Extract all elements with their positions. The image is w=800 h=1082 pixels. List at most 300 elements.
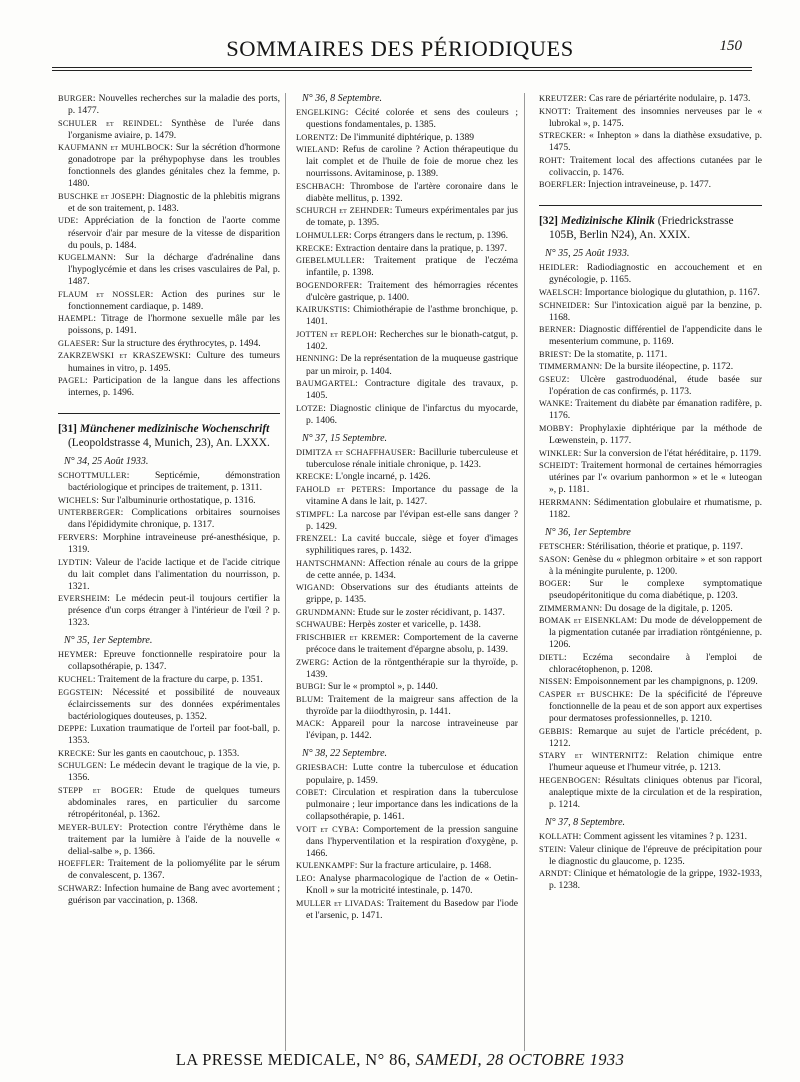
entry-text: : La narcose par l'évipan est-elle sans danger ? p. 1429. — [306, 508, 518, 532]
entry-text: : Affection rénale au cours de la grippe de cette année, p. 1434. — [306, 557, 518, 581]
summary-entry — [539, 615, 762, 651]
summary-entry — [539, 578, 762, 602]
page-title: SOMMAIRES DES PÉRIODIQUES — [226, 36, 574, 61]
entry-list — [539, 541, 762, 811]
summary-entry — [58, 313, 280, 337]
entry-text: : Sur la conversion de l'état héréditaire, p. 1179. — [578, 447, 762, 459]
entry-author: BUSCHKE et JOSEPH — [58, 191, 143, 201]
entry-author: KOLLATH — [539, 832, 579, 842]
entry-text: : Comment agissent les vitamines ? p. 1231. — [578, 831, 748, 843]
summary-entry — [58, 649, 280, 673]
summary-entry — [539, 652, 762, 676]
entry-author: WAELSCH — [539, 288, 580, 298]
entry-author: ENGELKING — [296, 108, 346, 118]
entry-author: KAIRUKSTIS — [296, 305, 348, 315]
summary-entry — [539, 324, 762, 348]
entry-author: BOMAK et EISENKLAM — [539, 616, 635, 626]
summary-entry — [58, 883, 280, 907]
summary-entry — [539, 398, 762, 422]
entry-list — [58, 93, 280, 399]
entry-text: : Le médecin peut-il toujours certifier la présence d'un corps étranger à l'intérieur de l'œil ? p. 1323. — [68, 593, 280, 629]
entry-text: : Traitement des hémorragies récentes d'ulcère gastrique, p. 1400. — [306, 279, 518, 303]
entry-text: : « Inhepton » dans la diathèse exsudative, p. 1475. — [549, 130, 762, 154]
summary-entry — [539, 689, 762, 725]
entry-text: : Traitement du diabète par émanation radifère, p. 1176. — [549, 398, 762, 422]
entry-text: : Bacillurie tuberculeuse et tuberculose rénale initiale chronique, p. 1423. — [306, 446, 518, 470]
entry-text: : Comportement de la pression sanguine dans l'hyperventilation et la respiration d'oxygène, p. 1466. — [306, 823, 518, 859]
entry-author: VOIT et CYBA — [296, 824, 356, 834]
summary-entry — [58, 338, 280, 350]
entry-author: FRENZEL — [296, 534, 334, 544]
entry-author: LEO — [296, 873, 313, 883]
entry-text: : Importance du passage de la vitamine A dans le lait, p. 1427. — [306, 483, 518, 507]
entry-text: : Corps étrangers dans le rectum, p. 1396. — [348, 230, 509, 242]
entry-text: : Sur l'intoxication aiguë par la benzine, p. 1168. — [549, 299, 762, 323]
entry-author: EVERSHEIM — [58, 594, 108, 604]
summary-entry — [539, 179, 762, 191]
entry-author: BERNER — [539, 325, 573, 335]
summary-entry — [539, 541, 762, 553]
entry-list — [58, 470, 280, 629]
summary-entry — [296, 353, 518, 377]
summary-entry — [539, 93, 762, 105]
entry-author: HAEMPL — [58, 314, 94, 324]
summary-entry — [296, 558, 518, 582]
entry-text: : Empoisonnement par les champignons, p. 1209. — [569, 676, 758, 688]
entry-list — [539, 831, 762, 892]
summary-entry — [296, 898, 518, 922]
summary-entry — [296, 533, 518, 557]
summary-entry — [58, 375, 280, 399]
entry-text: : Infection humaine de Bang avec avortement ; guérison par vaccination, p. 1368. — [68, 882, 280, 906]
summary-entry — [539, 868, 762, 892]
entry-text: : Etude sur le zoster récidivant, p. 1437. — [352, 606, 505, 618]
entry-author: SASON — [539, 554, 568, 564]
summary-entry — [296, 378, 518, 402]
summary-entry — [58, 785, 280, 821]
summary-entry — [296, 694, 518, 718]
entry-text: : Relation chimique entre l'humeur aqueuse et l'humeur vitrée, p. 1213. — [549, 750, 763, 774]
entry-author: BLUM — [296, 694, 321, 704]
entry-author: BOGENDORFER — [296, 280, 360, 290]
entry-author: KRECKE — [58, 748, 93, 758]
entry-author: WIELAND — [296, 145, 337, 155]
summary-entry — [296, 762, 518, 786]
summary-entry — [296, 243, 518, 255]
entry-author: DIMITZA et SCHAFFHAUSER — [296, 447, 413, 457]
summary-entry — [296, 205, 518, 229]
summary-entry — [58, 191, 280, 215]
summary-entry — [58, 350, 280, 374]
entry-text: : Prophylaxie diphtérique par la méthode de Lœwenstein, p. 1177. — [549, 423, 762, 447]
summary-entry — [539, 750, 762, 774]
entry-author: SCHEIDT — [539, 461, 576, 471]
entry-text: : Lutte contre la tuberculose et éducation populaire, p. 1459. — [306, 762, 518, 786]
entry-author: KREUTZER — [539, 94, 584, 103]
entry-author: EGGSTEIN — [58, 687, 101, 697]
journal-details: (Friedrickstrasse 105B, Berlin N24), An. XXIX. — [549, 215, 734, 242]
entry-author: FLAUM et NOSSLER — [58, 289, 151, 299]
page-number: 150 — [719, 38, 742, 54]
entry-text: : Action de la röntgenthérapie sur la thyroïde, p. 1439. — [306, 656, 518, 680]
summary-entry — [296, 509, 518, 533]
entry-author: LORENTZ — [296, 132, 336, 142]
summary-entry — [58, 687, 280, 723]
summary-entry — [296, 873, 518, 897]
entry-text: : Recherches sur le bionath-catgut, p. 1402. — [306, 328, 518, 352]
summary-entry — [58, 532, 280, 556]
summary-entry — [539, 300, 762, 324]
column-divider — [285, 93, 286, 1051]
entry-text: : Cas rare de périartérite nodulaire, p. 1473. — [583, 93, 751, 104]
entry-text: : Traitement de la maigreur sans affection de la thyroïde par la diiodthyrosin, p. 1441. — [306, 693, 518, 717]
summary-entry — [539, 349, 762, 361]
entry-text: : Extraction dentaire dans la pratique, p. 1397. — [330, 242, 507, 254]
entry-author: NISSEN — [539, 677, 570, 687]
entry-text: : Clinique et hématologie de la grippe, 1932-1933, p. 1238. — [549, 868, 762, 892]
summary-entry — [539, 130, 762, 154]
column-2 — [296, 93, 518, 922]
entry-author: SCHULGEN — [58, 761, 104, 771]
entry-text: : Résultats cliniques obtenus par l'icoral, analeptique mixte de la circulation et de la respiration, p. 1214. — [549, 774, 762, 810]
entry-author: LYDTIN — [58, 557, 90, 567]
footer-date: SAMEDI, 28 OCTOBRE 1933 — [415, 1050, 625, 1069]
entry-text: : Chimiothérapie de l'asthme bronchique, p. 1401. — [306, 304, 518, 328]
summary-entry — [539, 262, 762, 286]
entry-text: : Sur le complexe symptomatique pseudopéritonitique du coma diabétique, p. 1203. — [549, 578, 762, 602]
entry-author: KRECKE — [296, 472, 331, 482]
entry-text: : Synthèse de l'urée dans l'organisme aviaire, p. 1479. — [68, 117, 281, 141]
journal-name: Münchener medizinische Wochenschrift — [79, 423, 270, 436]
entry-text: : Contracture digitale des travaux, p. 1405. — [306, 378, 518, 402]
entry-text: : Culture des tumeurs humaines in vitro, p. 1495. — [68, 350, 281, 374]
entry-text: : Circulation et respiration dans la tuberculose pulmonaire ; leur importance dans les indications de la collapsothérapie, p. 1461. — [306, 787, 518, 823]
summary-entry — [296, 471, 518, 483]
entry-text: : Sur la fracture articulaire, p. 1468. — [354, 860, 492, 872]
entry-author: HANTSCHMANN — [296, 558, 363, 568]
page-header — [0, 34, 800, 74]
entry-text: : Traitement des insomnies nerveuses par le « lubrokal », p. 1475. — [549, 105, 762, 129]
entry-author: HEGENBOGEN — [539, 775, 598, 785]
summary-entry — [539, 775, 762, 811]
entry-text: : Sur le « promptol », p. 1440. — [322, 681, 438, 693]
entry-author: GRIESBACH — [296, 763, 345, 773]
column-1 — [58, 93, 280, 907]
entry-author: SCHNEIDER — [539, 300, 588, 310]
entry-text: : Titrage de l'hormone sexuelle mâle par les poissons, p. 1491. — [68, 313, 280, 337]
entry-author: ROHT — [539, 155, 563, 165]
entry-author: GLAESER — [58, 338, 97, 348]
entry-author: UNTERBERGER — [58, 508, 121, 518]
summary-entry — [539, 374, 762, 398]
entry-text: : Observations sur des étudiants atteints de grippe, p. 1435. — [306, 582, 518, 606]
entry-text: : Stérilisation, théorie et pratique, p. 1197. — [582, 540, 743, 552]
entry-text: : Traitement de la fracture du carpe, p. 1351. — [92, 673, 263, 685]
summary-entry — [296, 718, 518, 742]
summary-entry — [539, 603, 762, 615]
entry-author: KRECKE — [296, 243, 331, 253]
entry-author: ARNDT — [539, 869, 569, 879]
entry-text: : Sur les gants en caoutchouc, p. 1353. — [92, 747, 240, 759]
summary-entry — [296, 144, 518, 180]
summary-entry — [296, 230, 518, 242]
entry-author: MULLER et LIVADAS — [296, 898, 382, 908]
summary-entry — [539, 106, 762, 130]
summary-entry — [58, 723, 280, 747]
entry-author: GEBBIS — [539, 726, 570, 736]
summary-entry — [539, 448, 762, 460]
summary-entry — [296, 107, 518, 131]
summary-entry — [296, 447, 518, 471]
entry-author: SCHWAUBE — [296, 620, 344, 630]
summary-entry — [296, 329, 518, 353]
entry-author: SCHWARZ — [58, 883, 100, 893]
entry-text: : Complications orbitaires sournoises dans l'épididymite chronique, p. 1317. — [68, 507, 280, 531]
entry-text: : Thrombose de l'artère coronaire dans le diabète mellitus, p. 1392. — [306, 180, 518, 204]
entry-text: : Action des purines sur le fonctionnement cardiaque, p. 1489. — [68, 288, 280, 312]
summary-entry — [58, 557, 280, 593]
summary-entry — [58, 93, 280, 117]
journal-details: (Leopoldstrasse 4, Munich, 23), An. LXXX. — [68, 437, 270, 450]
entry-author: DEPPE — [58, 724, 85, 734]
summary-entry — [58, 252, 280, 288]
entry-text: : Participation de la langue dans les affections internes, p. 1496. — [68, 375, 280, 399]
summary-entry — [58, 215, 280, 251]
entry-text: : Traitement pratique de l'eczéma infantile, p. 1398. — [306, 255, 518, 279]
entry-author: COBET — [296, 788, 325, 798]
entry-author: KAUFMANN et MUHLBOCK — [58, 143, 171, 153]
entry-author: BOGER — [539, 579, 569, 589]
entry-author: BUBGI — [296, 682, 323, 692]
entry-text: : De la représentation de la muqueuse gastrique par un miroir, p. 1404. — [306, 353, 518, 377]
entry-text: : Du dosage de la digitale, p. 1205. — [599, 602, 733, 614]
journal-number: [31] — [58, 423, 77, 436]
summary-entry — [539, 155, 762, 179]
entry-author: FERVERS — [58, 532, 96, 542]
entry-text: : Morphine intraveineuse pré-anesthésique, p. 1319. — [68, 531, 280, 555]
summary-entry — [296, 280, 518, 304]
entry-author: HEIDLER — [539, 263, 576, 273]
entry-list — [58, 649, 280, 906]
entry-text: : Remarque au sujet de l'article précédent, p. 1212. — [549, 725, 762, 749]
issue-heading: N° 35, 25 Août 1933. — [545, 248, 630, 260]
issue-heading: N° 37, 15 Septembre. — [302, 432, 388, 444]
entry-text: : Septicémie, démonstration bactériologique et principes de traitement, p. 1311. — [68, 470, 280, 494]
summary-entry — [58, 674, 280, 686]
entry-text: : Protection contre l'érythème dans le traitement par la lumière à l'aide de la nouvelle « delial-salbe », p. 1366. — [68, 821, 280, 857]
entry-text: : Importance biologique du glutathion, p. 1167. — [579, 287, 760, 299]
header-rule-double — [52, 70, 752, 71]
column-3 — [539, 93, 762, 893]
entry-author: FETSCHER — [539, 541, 583, 551]
entry-author: GIEBELMULLER — [296, 256, 362, 266]
entry-author: MACK — [296, 719, 322, 729]
summary-entry — [58, 289, 280, 313]
entry-text: : Du mode de développement de la pigmentation cutanée par irradiation röntgénienne, p. 1206. — [549, 615, 763, 651]
entry-list — [296, 107, 518, 427]
entry-author: MOBBY — [539, 424, 571, 434]
issue-heading: N° 34, 25 Août 1933. — [64, 456, 149, 468]
entry-text: : Sur la décharge d'adrénaline dans l'hypoglycémie et dans les crises vasculaires de Pal, p. 1487. — [68, 252, 280, 288]
entry-text: : Diagnostic de la phlebitis migrans et de son traitement, p. 1483. — [68, 190, 280, 214]
entry-author: WANKE — [539, 399, 570, 409]
summary-entry — [539, 831, 762, 843]
entry-text: : Appréciation de la fonction de l'aorte comme réservoir d'air par mesure de la vitesse de disparition du pouls, p. 1484. — [68, 215, 280, 251]
summary-entry — [539, 554, 762, 578]
page-footer — [0, 1050, 800, 1070]
entry-author: ZWERG — [296, 657, 327, 667]
entry-author: BURGER — [58, 94, 93, 103]
entry-text: : Nouvelles recherches sur la maladie des ports, p. 1477. — [68, 93, 280, 117]
summary-entry — [539, 676, 762, 688]
entry-text: : Etude de quelques tumeurs abdominales rares, en particulier du sarcome rétropéritonéal, p. 1362. — [68, 784, 281, 820]
summary-entry — [539, 726, 762, 750]
entry-text: : De la spécificité de l'épreuve fonctionnelle de la peau et de son apport aux expertises pour dermatoses professionnelles, p. 1210. — [549, 689, 762, 725]
summary-entry — [296, 403, 518, 427]
entry-text: : Diagnostic clinique de l'infarctus du myocarde, p. 1406. — [306, 402, 518, 426]
entry-author: STRECKER — [539, 131, 584, 141]
entry-text: : Refus de caroline ? Action thérapeutique du lait complet et de l'huile de foie de morue chez les nourrissons. Avitaminose, p. 1389. — [306, 144, 518, 180]
entry-author: HENNING — [296, 354, 336, 364]
entry-author: LOTZE — [296, 403, 324, 413]
summary-entry — [296, 484, 518, 508]
entry-author: HOEFFLER — [58, 859, 102, 869]
entry-author: STEPP et BOGER — [58, 785, 140, 795]
summary-entry — [296, 132, 518, 144]
entry-author: WIGAND — [296, 583, 332, 593]
entry-list — [296, 762, 518, 921]
entry-author: KNOTT — [539, 106, 569, 116]
issue-heading: N° 36, 1er Septembre — [545, 526, 631, 538]
summary-entry — [296, 607, 518, 619]
entry-author: HEYMER — [58, 650, 95, 660]
entry-author: WINKLER — [539, 448, 579, 458]
entry-text: : De la stomatite, p. 1171. — [568, 348, 668, 360]
entry-author: KUCHEL — [58, 674, 93, 684]
entry-text: : Traitement local des affections cutanées par le colivaccin, p. 1476. — [549, 154, 762, 178]
entry-author: PAGEL — [58, 376, 85, 386]
summary-entry — [539, 423, 762, 447]
entry-text: : De l'immunité diphtérique, p. 1389 — [335, 131, 475, 143]
summary-entry — [58, 142, 280, 190]
summary-entry — [58, 760, 280, 784]
issue-heading: N° 35, 1er Septembre. — [64, 635, 153, 647]
entry-text: : Sur l'albuminurie orthostatique, p. 1316. — [96, 494, 256, 506]
summary-entry — [296, 181, 518, 205]
entry-author: WICHELS — [58, 495, 97, 505]
entry-author: STIMPFL — [296, 509, 332, 519]
journal-heading — [58, 422, 280, 450]
summary-entry — [539, 460, 762, 496]
section-rule — [58, 413, 280, 414]
entry-text: : Epreuve fonctionnelle respiratoire pour la collapsothérapie, p. 1347. — [68, 649, 280, 673]
entry-author: SCHULER et REINDEL — [58, 118, 160, 128]
footer-journal: LA PRESSE MEDICALE, N° 86, — [175, 1050, 411, 1069]
journal-name: Medizinische Klinik — [560, 215, 655, 228]
entry-text: : Luxation traumatique de l'orteil par foot-ball, p. 1353. — [68, 723, 280, 747]
entry-author: MEYER-BULEY — [58, 822, 120, 832]
summary-entry — [296, 632, 518, 656]
entry-text: : Analyse pharmacologique de l'action de « Oetin-Knoll » sur la motricité intestinale, p. 1470. — [306, 872, 518, 896]
entry-author: ZAKRZEWSKI et KRASZEWSKI — [58, 351, 189, 361]
journal-heading — [539, 214, 762, 242]
entry-author: CASPER et BUSCHKE — [539, 690, 631, 700]
entry-author: BOERFLER — [539, 180, 584, 190]
entry-author: ESCHBACH — [296, 181, 342, 191]
entry-text: : Nécessité et possibilité de nouveaux éclaircissements sur des données expérimentales bactériologiques douteuses, p. 1352. — [68, 686, 280, 722]
summary-entry — [58, 822, 280, 858]
section-rule — [539, 205, 762, 206]
entry-text: : La cavité buccale, siège et foyer d'images syphilitiques rares, p. 1432. — [306, 533, 518, 557]
entry-text: : Genèse du « phlegmon orbitaire » et son rapport à la méningite purulente, p. 1200. — [549, 553, 762, 577]
entry-text: : Herpès zoster et varicelle, p. 1438. — [343, 619, 481, 631]
entry-text: : Tumeurs expérimentales par jus de tomate, p. 1395. — [306, 205, 519, 229]
summary-entry — [296, 787, 518, 823]
entry-text: : Cécité colorée et sens des couleurs ; questions fondamentales, p. 1385. — [306, 107, 518, 131]
summary-entry — [58, 593, 280, 629]
entry-text: : Ulcère gastroduodénal, étude basée sur l'opération de cas confirmés, p. 1173. — [549, 373, 762, 397]
entry-text: : Traitement du Basedow par l'iode et l'arsenic, p. 1471. — [306, 897, 518, 921]
entry-text: : Traitement de la poliomyélite par le sérum de convalescent, p. 1367. — [68, 858, 280, 882]
summary-entry — [539, 844, 762, 868]
issue-heading: N° 36, 8 Septembre. — [302, 93, 383, 104]
header-rule — [52, 67, 752, 68]
entry-author: GRUNDMANN — [296, 607, 353, 617]
entry-text: : Comportement de la caverne précoce dans le traitement d'épargne absolu, p. 1439. — [306, 632, 518, 656]
entry-list — [539, 262, 762, 520]
summary-entry — [296, 860, 518, 872]
entry-author: ZIMMERMANN — [539, 603, 600, 613]
entry-author: KULENKAMPF — [296, 861, 355, 871]
entry-author: KUGELMANN — [58, 253, 114, 263]
entry-text: : Traitement hormonal de certaines hémorragies utérines par l'« ovarium panhormon » et le « luteogan », p. 1181. — [549, 460, 762, 496]
summary-entry — [296, 681, 518, 693]
summary-entry — [58, 495, 280, 507]
summary-entry — [296, 582, 518, 606]
entry-author: FAHOLD et PETERS — [296, 484, 383, 494]
entry-text: : Valeur de l'acide lactique et de l'acide citrique du lait complet dans l'alimentation du nourrisson, p. 1321. — [68, 556, 280, 592]
summary-entry — [296, 657, 518, 681]
summary-entry — [296, 304, 518, 328]
summary-entry — [296, 619, 518, 631]
journal-number: [32] — [539, 215, 558, 228]
entry-author: DIETL — [539, 652, 564, 662]
entry-author: GSEUZ — [539, 374, 567, 384]
summary-entry — [539, 361, 762, 373]
summary-entry — [58, 470, 280, 494]
entry-author: JOTTEN et REPLOH — [296, 329, 375, 339]
summary-entry — [539, 497, 762, 521]
entry-author: STARY et WINTERNITZ — [539, 751, 645, 761]
entry-text: : Appareil pour la narcose intraveineuse par l'évipan, p. 1442. — [306, 718, 518, 742]
entry-author: UDE — [58, 216, 76, 226]
entry-text: : Sédimentation globulaire et rhumatisme, p. 1182. — [549, 496, 762, 520]
summary-entry — [58, 748, 280, 760]
entry-author: SCHURCH et ZEHNDER — [296, 206, 390, 216]
entry-text: : Injection intraveineuse, p. 1477. — [583, 179, 712, 191]
summary-entry — [58, 118, 280, 142]
summary-entry — [58, 507, 280, 531]
entry-list — [296, 447, 518, 743]
entry-author: LOHMULLER — [296, 231, 349, 241]
entry-text: : Diagnostic différentiel de l'appendicite dans le mesenterium commune, p. 1169. — [549, 324, 762, 348]
entry-author: BAUMGARTEL — [296, 379, 356, 389]
entry-author: TIMMERMANN — [539, 362, 600, 372]
entry-author: FRISCHBIER et KREMER — [296, 633, 397, 643]
entry-text: : De la bursite iléopectine, p. 1172. — [599, 361, 734, 373]
summary-entry — [539, 287, 762, 299]
entry-text: : Sur la sécrétion d'hormone gonadotrope par la préhypophyse dans les troubles fonctionnels des glandes génitales chez la femme, p. 1480. — [68, 142, 280, 190]
